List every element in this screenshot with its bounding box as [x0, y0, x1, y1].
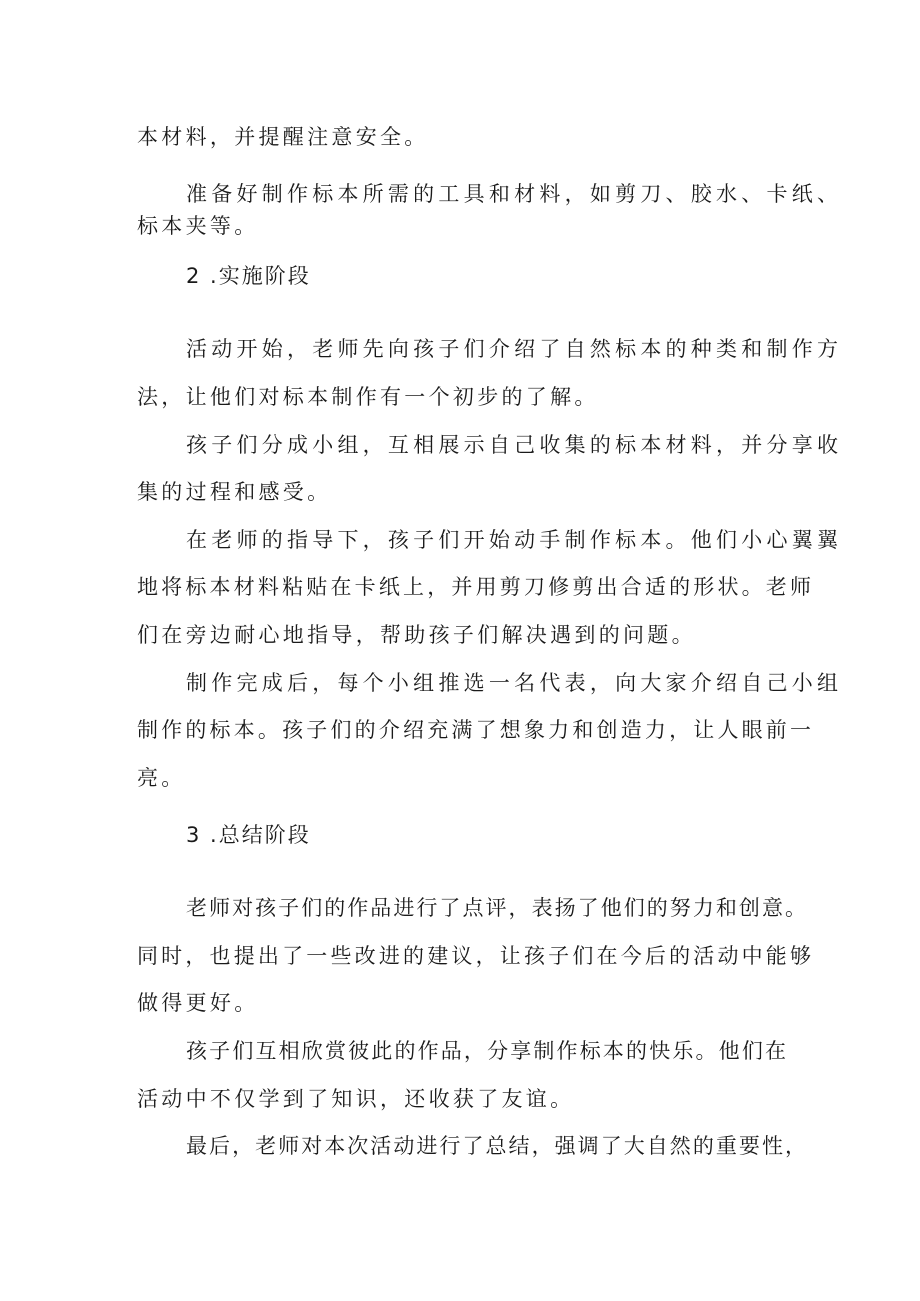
text-line-18: 做得更好。 [137, 991, 259, 1015]
text-line-13: 制作的标本。孩子们的介绍充满了想象力和创造力，让人眼前一 [137, 718, 811, 742]
text-line-7: 孩子们分成小组，互相展示自己收集的标本材料，并分享收 [186, 433, 838, 457]
text-line-9: 在老师的指导下，孩子们开始动手制作标本。他们小心翼翼 [186, 528, 838, 552]
section-heading-2: 2 .实施阶段 [186, 264, 311, 288]
text-line-17: 同时，也提出了一些改进的建议，让孩子们在今后的活动中能够 [137, 944, 811, 968]
section-heading-3: 3 .总结阶段 [186, 823, 311, 847]
text-line-10: 地将标本材料粘贴在卡纸上，并用剪刀修剪出合适的形状。老师 [137, 575, 811, 599]
text-line-19: 孩子们互相欣赏彼此的作品，分享制作标本的快乐。他们在 [186, 1039, 786, 1063]
text-line-6: 法，让他们对标本制作有一个初步的了解。 [137, 385, 599, 409]
text-line-21: 最后，老师对本次活动进行了总结，强调了大自然的重要性， [186, 1134, 806, 1158]
text-line-20: 活动中不仅学到了知识，还收获了友谊。 [137, 1087, 575, 1111]
text-line-1: 本材料，并提醒注意安全。 [137, 125, 429, 149]
text-line-11: 们在旁边耐心地指导，帮助孩子们解决遇到的问题。 [137, 623, 696, 647]
text-line-8: 集的过程和感受。 [137, 480, 332, 504]
text-line-14: 亮。 [137, 766, 186, 790]
text-line-12: 制作完成后，每个小组推选一名代表，向大家介绍自己小组 [186, 671, 838, 695]
text-line-2: 准备好制作标本所需的工具和材料，如剪刀、胶水、卡纸、 [186, 182, 838, 206]
text-line-16: 老师对孩子们的作品进行了点评，表扬了他们的努力和创意。 [186, 896, 806, 920]
text-line-5: 活动开始，老师先向孩子们介绍了自然标本的种类和制作方 [186, 337, 838, 361]
text-line-3: 标本夹等。 [137, 214, 259, 238]
